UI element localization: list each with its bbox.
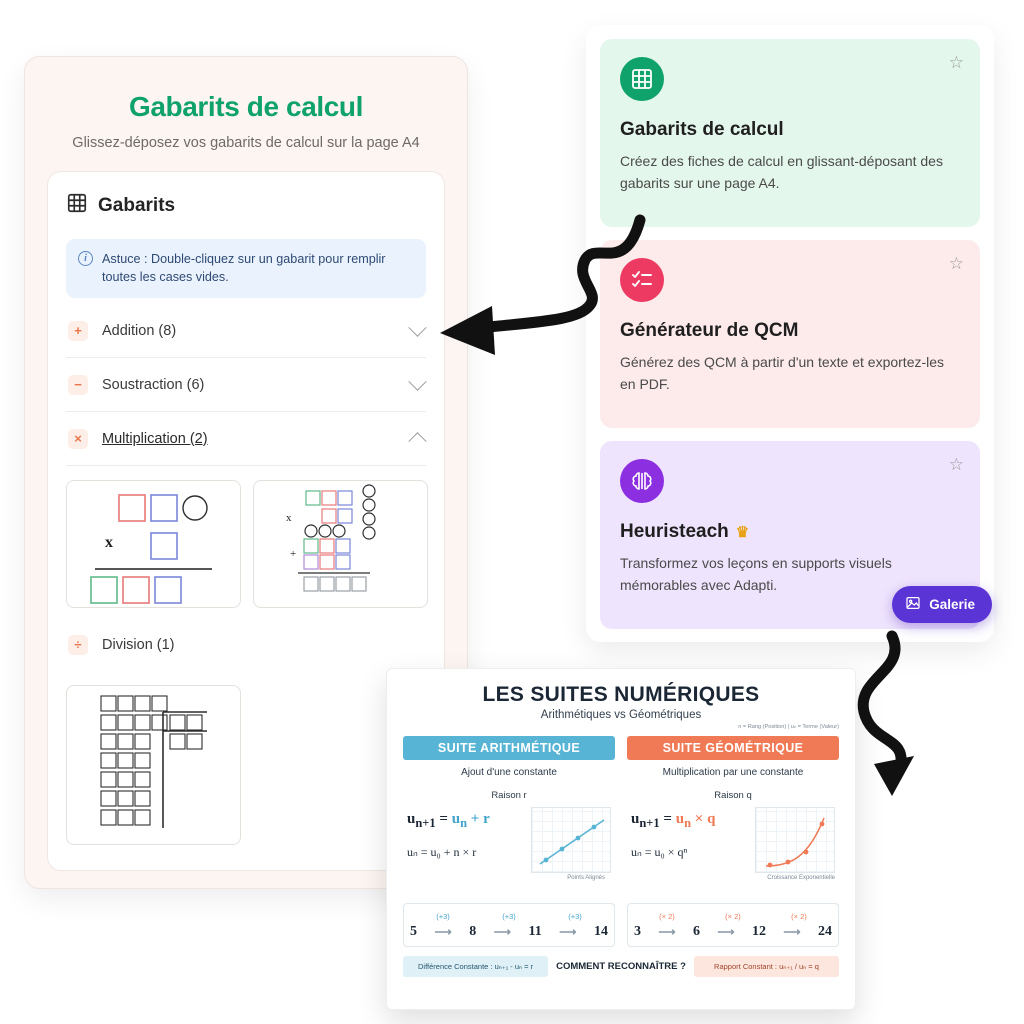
sequence-values	[634, 924, 832, 940]
brain-icon	[620, 459, 664, 503]
poster-column-geometrique	[627, 736, 839, 947]
poster-title: LES SUITES NUMÉRIQUES	[482, 683, 760, 706]
sequence-value: 5	[410, 924, 417, 939]
image-icon	[905, 595, 921, 614]
sequence-value: 12	[751, 924, 766, 939]
mini-plot-exponential	[755, 807, 835, 873]
feature-description: Créez des fiches de calcul en glissant-déposant des gabarits sur une page A4.	[620, 153, 943, 191]
feature-title-text: Gabarits de calcul	[620, 119, 784, 140]
star-icon[interactable]: ☆	[948, 455, 964, 474]
crown-icon: ♛	[735, 524, 750, 541]
poster-footer	[403, 956, 839, 977]
formula-main: $u_{n+1} = u_n + r$	[407, 811, 490, 830]
gabarits-card-header	[66, 192, 426, 219]
step-tag: (× 2)	[659, 912, 675, 921]
feature-cards-panel	[586, 25, 994, 642]
arrow-icon: ⟶	[493, 924, 511, 939]
checklist-icon	[620, 258, 664, 302]
sequence-box-arithmetique	[403, 903, 615, 947]
chevron-up-icon[interactable]	[408, 432, 426, 450]
gallery-button-label: Galerie	[929, 597, 975, 612]
step-tag: (+3)	[568, 912, 582, 921]
gabarit-thumbnail[interactable]	[66, 685, 241, 845]
arrow-icon: ⟶	[783, 924, 801, 939]
step-tag: (+3)	[502, 912, 516, 921]
poster-column-arithmetique	[403, 736, 615, 947]
feature-card-gabarits[interactable]	[600, 39, 980, 227]
recap-geometrique: Rapport Constant : uₙ₊₁ / uₙ = q	[694, 956, 839, 977]
operation-label-soustraction: Soustraction (6)	[102, 376, 205, 393]
multiplication-thumbnails	[66, 466, 426, 618]
feature-card-qcm[interactable]	[600, 240, 980, 428]
grid-icon	[66, 192, 88, 219]
tip-text: Astuce : Double-cliquez sur un gabarit pour remplir toutes les cases vides.	[102, 252, 386, 285]
sequence-box-geometrique	[627, 903, 839, 947]
feature-title	[620, 119, 960, 141]
svg-text:+: +	[290, 547, 297, 560]
feature-title-text: Heuristeach	[620, 521, 729, 542]
column-subtitle: Ajout d'une constante	[461, 767, 557, 778]
plus-icon: +	[68, 321, 88, 341]
operation-label-division: Division (1)	[102, 636, 175, 653]
arrow-icon: ⟶	[658, 924, 676, 939]
poster-preview[interactable]	[386, 668, 856, 1010]
multiply-icon: ×	[68, 429, 88, 449]
feature-title-text: Générateur de QCM	[620, 320, 799, 341]
step-tag: (× 2)	[791, 912, 807, 921]
feature-title	[620, 320, 960, 342]
mini-plot-linear	[531, 807, 611, 873]
sequence-value: 6	[692, 924, 700, 939]
feature-description: Transformez vos leçons en supports visuels mémorables avec Adapti.	[620, 555, 892, 593]
operation-label-addition: Addition (8)	[102, 322, 177, 339]
operation-row-division[interactable]	[66, 618, 426, 671]
arrow-icon: ⟶	[559, 924, 577, 939]
formula-second: uₙ = u₀ + n × r	[407, 845, 477, 859]
poster-note: n = Rang (Position) | uₙ = Terme (Valeur)	[738, 724, 839, 730]
column-raison: Raison r	[491, 790, 527, 801]
sequence-steps	[634, 912, 832, 921]
sequence-value: 3	[634, 924, 641, 939]
tip-banner	[66, 239, 426, 298]
svg-text:x: x	[105, 533, 113, 551]
grid-icon	[620, 57, 664, 101]
plot-caption: Points Alignés	[567, 875, 605, 881]
operation-row-addition[interactable]	[66, 304, 426, 358]
feature-card-heuristeach[interactable]	[600, 441, 980, 629]
info-icon: i	[78, 251, 93, 266]
chevron-down-icon[interactable]	[408, 372, 426, 390]
gabarit-thumbnail[interactable]	[253, 480, 428, 608]
column-subtitle: Multiplication par une constante	[662, 767, 804, 778]
chevron-down-icon[interactable]	[408, 318, 426, 336]
star-icon[interactable]: ☆	[948, 254, 964, 273]
sequence-value: 14	[593, 924, 608, 939]
formula-second: uₙ = u₀ × qⁿ	[631, 845, 688, 859]
svg-text:x: x	[286, 511, 292, 524]
step-tag: (× 2)	[725, 912, 741, 921]
formula-main: $u_{n+1} = u_n \times q$	[631, 811, 716, 830]
poster-subtitle: Arithmétiques vs Géométriques	[540, 709, 702, 721]
sequence-steps	[410, 912, 608, 921]
column-header: SUITE GÉOMÉTRIQUE	[627, 736, 839, 760]
recap-question: COMMENT RECONNAÎTRE ?	[556, 961, 686, 972]
operation-row-soustraction[interactable]	[66, 358, 426, 412]
gabarits-card-title: Gabarits	[98, 194, 176, 216]
column-raison: Raison q	[714, 790, 752, 801]
star-icon[interactable]: ☆	[948, 53, 964, 72]
sequence-value: 24	[817, 924, 832, 939]
column-header: SUITE ARITHMÉTIQUE	[403, 736, 615, 760]
recap-arithmetique: Différence Constante : uₙ₊₁ - uₙ = r	[403, 956, 548, 977]
sequence-value: 8	[469, 924, 477, 939]
arrow-icon: ⟶	[717, 924, 735, 939]
divide-icon: ÷	[68, 635, 88, 655]
feature-title	[620, 521, 960, 543]
feature-description: Générez des QCM à partir d'un texte et exportez-les en PDF.	[620, 354, 945, 392]
page-title: Gabarits de calcul	[128, 91, 363, 122]
step-tag: (+3)	[436, 912, 450, 921]
gallery-button[interactable]	[892, 586, 992, 623]
arrow-icon: ⟶	[434, 924, 452, 939]
poster-columns	[403, 736, 839, 947]
minus-icon: −	[68, 375, 88, 395]
operation-row-multiplication[interactable]	[66, 412, 426, 466]
operation-label-multiplication: Multiplication (2)	[102, 430, 208, 447]
sequence-value: 11	[528, 924, 542, 939]
plot-caption: Croissance Exponentielle	[767, 875, 835, 881]
gabarit-thumbnail[interactable]	[66, 480, 241, 608]
page-subtitle: Glissez-déposez vos gabarits de calcul sur la page A4	[72, 135, 420, 151]
sequence-values	[410, 924, 608, 940]
